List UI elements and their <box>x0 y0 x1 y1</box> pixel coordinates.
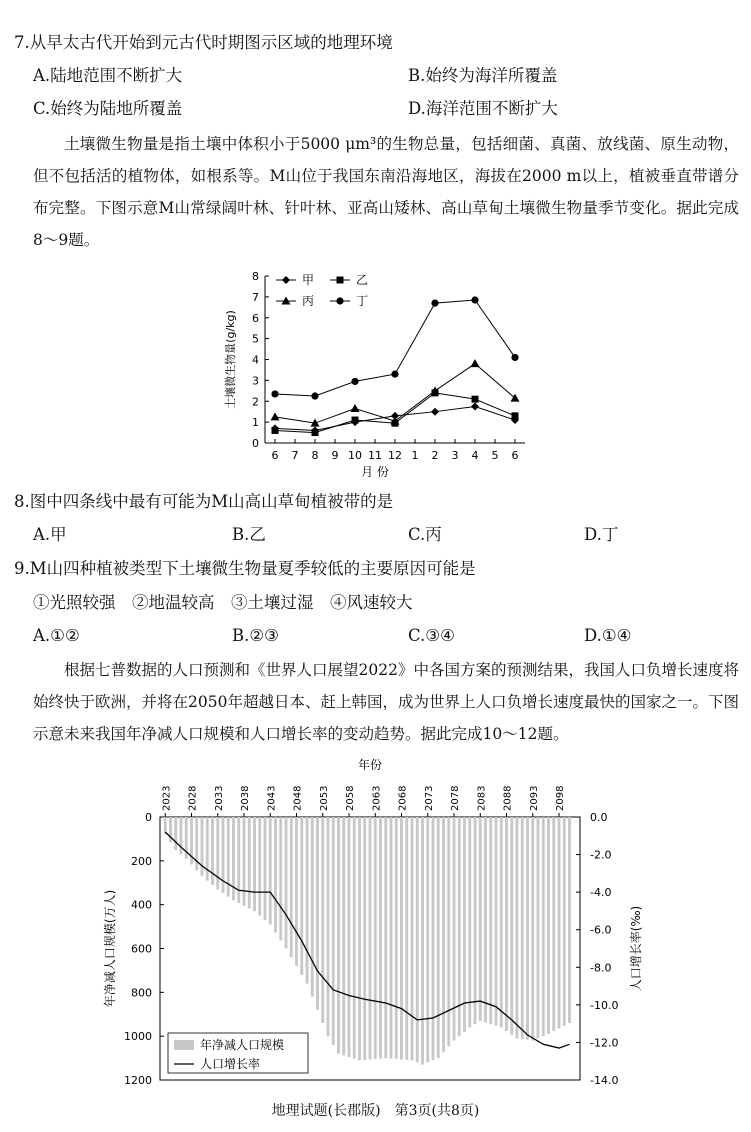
q9-option-d: D.①④ <box>584 626 632 645</box>
bar <box>358 817 361 1060</box>
data-point <box>511 354 518 361</box>
bar <box>500 817 503 1027</box>
bar <box>521 817 524 1039</box>
q9-option-c: C.③④ <box>408 626 455 645</box>
y-right-tick-label: -4.0 <box>590 886 612 900</box>
bar <box>489 817 492 1024</box>
x-tick-label: 2063 <box>371 785 383 811</box>
bar <box>468 817 471 1027</box>
x-tick-label: 11 <box>368 449 382 462</box>
data-point <box>471 296 478 303</box>
bar <box>300 817 303 975</box>
legend-label: 乙 <box>356 273 369 287</box>
bar <box>269 817 272 924</box>
bar <box>363 817 366 1060</box>
x-tick-label: 2048 <box>292 785 304 811</box>
bar <box>342 817 345 1055</box>
x-tick-label: 2083 <box>476 785 488 811</box>
bar <box>432 817 435 1060</box>
x-tick-label: 2073 <box>423 785 435 811</box>
x-tick-label: 6 <box>511 449 519 462</box>
y-left-tick-label: 600 <box>131 942 152 956</box>
bar <box>279 817 282 940</box>
x-tick-label: 2053 <box>318 785 330 811</box>
bar <box>295 817 298 966</box>
data-point <box>351 378 358 385</box>
q8-option-c: C.丙 <box>408 525 442 544</box>
legend-label: 丁 <box>356 294 369 308</box>
y-right-tick-label: -8.0 <box>590 961 612 975</box>
x-tick-label: 3 <box>451 449 459 462</box>
y-tick-label: 1 <box>252 416 259 430</box>
q9-choices: ①光照较强 ②地温较高 ③土壤过湿 ④风速较大 <box>33 593 413 612</box>
bar <box>253 817 256 911</box>
x-tick-label: 2043 <box>266 785 278 811</box>
bar <box>332 817 335 1045</box>
data-point <box>351 404 360 412</box>
q8-option-a: A.甲 <box>33 525 67 544</box>
bar <box>274 817 277 932</box>
x-tick-label: 8 <box>311 449 319 462</box>
bar <box>390 817 393 1059</box>
y-left-tick-label: 1200 <box>124 1074 152 1087</box>
data-point <box>271 390 278 397</box>
question-9-stem: 9.M山四种植被类型下土壤微生物量夏季较低的主要原因可能是 <box>14 559 476 578</box>
legend-bar-label: 年净减人口规模 <box>200 1038 285 1052</box>
y-left-axis-label: 年净减人口规模(万人) <box>103 889 117 1008</box>
y-left-tick-label: 0 <box>145 811 152 824</box>
x-tick-label: 10 <box>348 449 362 462</box>
legend-label: 丙 <box>302 294 315 308</box>
chart-title: 年份 <box>357 758 383 772</box>
q8-option-b: B.乙 <box>232 525 266 544</box>
y-left-tick-label: 1000 <box>124 1030 152 1044</box>
data-point <box>431 300 438 307</box>
legend-bar-swatch <box>174 1040 194 1050</box>
q7-option-c: C.始终为陆地所覆盖 <box>33 99 183 118</box>
bar <box>458 817 461 1036</box>
question-8-stem: 8.图中四条线中最有可能为M山高山草甸植被带的是 <box>14 492 394 511</box>
data-point <box>271 412 280 420</box>
bar <box>426 817 429 1062</box>
bar <box>405 817 408 1060</box>
bar <box>348 817 351 1057</box>
population-chart <box>100 755 660 1090</box>
x-tick-label: 2028 <box>187 785 199 811</box>
legend-marker <box>336 297 343 304</box>
legend <box>276 273 368 308</box>
x-tick-label: 4 <box>471 449 479 462</box>
x-tick-label: 2098 <box>555 785 566 811</box>
y-tick-label: 5 <box>252 332 259 346</box>
bar <box>384 817 387 1058</box>
y-right-tick-label: -6.0 <box>590 923 612 937</box>
bar <box>311 817 314 997</box>
y-right-axis-label: 人口增长率(‰) <box>629 905 643 992</box>
bar <box>258 817 261 916</box>
y-tick-label: 2 <box>252 395 259 409</box>
q9-option-a: A.①② <box>33 626 80 645</box>
q7-option-b: B.始终为海洋所覆盖 <box>408 66 558 85</box>
x-tick-label: 6 <box>271 449 279 462</box>
y-tick-label: 8 <box>252 270 259 283</box>
bar <box>421 817 424 1065</box>
bar <box>505 817 508 1031</box>
question-7-stem: 7.从早太古代开始到元古代时期图示区域的地理环境 <box>14 33 393 52</box>
y-tick-label: 4 <box>252 353 259 367</box>
x-tick-label: 2 <box>431 449 439 462</box>
page-footer: 地理试题(长郡版) 第3页(共8页) <box>271 1103 480 1119</box>
y-left-tick-label: 400 <box>131 898 152 912</box>
q9-option-b: B.②③ <box>232 626 279 645</box>
bar <box>416 817 419 1062</box>
x-tick-label: 7 <box>291 449 299 462</box>
y-axis-label: 土壤微生物量(g/kg) <box>224 310 237 409</box>
bar <box>516 817 519 1038</box>
x-tick-label: 9 <box>331 449 339 462</box>
bar <box>526 817 529 1040</box>
data-point <box>471 359 480 367</box>
data-point <box>512 412 519 419</box>
bar <box>437 817 440 1058</box>
bar <box>369 817 372 1059</box>
bar <box>442 817 445 1052</box>
legend-label: 甲 <box>302 273 315 287</box>
y-right-tick-label: -2.0 <box>590 848 612 862</box>
x-tick-label: 2058 <box>345 785 356 811</box>
y-tick-label: 6 <box>252 311 259 325</box>
x-axis-label: 月 份 <box>361 465 389 478</box>
bar <box>327 817 330 1036</box>
bar <box>474 817 477 1024</box>
bar <box>379 817 382 1059</box>
bar <box>463 817 466 1032</box>
series-丁 <box>271 296 518 399</box>
bar <box>337 817 340 1054</box>
y-right-tick-label: 0.0 <box>590 811 608 824</box>
y-tick-label: 0 <box>252 437 259 450</box>
x-tick-label: 5 <box>491 449 499 462</box>
x-tick-label: 2068 <box>397 785 409 811</box>
soil-microbe-chart <box>220 268 540 478</box>
x-tick-label: 1 <box>411 449 419 462</box>
bar <box>395 817 398 1059</box>
bar <box>290 817 293 957</box>
y-right-tick-label: -12.0 <box>590 1036 619 1050</box>
y-tick-label: 3 <box>252 374 259 388</box>
bar <box>174 817 177 850</box>
x-tick-label: 2078 <box>450 785 461 811</box>
legend <box>168 1033 308 1073</box>
x-tick-label: 2033 <box>213 785 225 811</box>
bar <box>568 817 571 1023</box>
bar <box>547 817 550 1034</box>
data-point <box>352 417 359 424</box>
bar <box>531 817 534 1041</box>
bar <box>400 817 403 1059</box>
bar <box>243 817 246 906</box>
x-tick-label: 2088 <box>502 785 514 811</box>
y-right-tick-label: -14.0 <box>590 1074 619 1087</box>
data-point <box>272 427 279 434</box>
bar <box>447 817 450 1046</box>
q8-option-d: D.丁 <box>584 525 619 544</box>
bar <box>164 817 167 835</box>
legend-marker <box>337 277 344 284</box>
q7-option-d: D.海洋范围不断扩大 <box>408 99 558 118</box>
bar <box>321 817 324 1023</box>
data-point <box>312 429 319 436</box>
bar <box>374 817 377 1059</box>
passage-soil-microbes: 土壤微生物量是指土壤中体积小于5000 μm³的生物总量，包括细菌、真菌、放线菌、原生动物，但不包括活的植物体，如根系等。M山位于我国东南沿海地区，海拔在2000 m以上，植被垂直带谱分布完整。下图示意M山常绿阔叶林、针叶林、亚高山矮林、高山草甸土壤微生物量季节变化。据此完成8～9题。 <box>33 135 739 249</box>
bar <box>510 817 513 1035</box>
x-tick-label: 2023 <box>161 785 173 811</box>
bar <box>542 817 545 1036</box>
legend-marker <box>282 276 290 284</box>
bar <box>411 817 414 1060</box>
bar <box>537 817 540 1038</box>
x-tick-label: 2093 <box>528 785 540 811</box>
series-line <box>275 300 515 396</box>
data-point <box>472 396 479 403</box>
growth-rate-line <box>165 832 569 1048</box>
data-point <box>431 408 439 416</box>
x-tick-label: 12 <box>388 449 402 462</box>
bar <box>264 817 267 920</box>
bar <box>285 817 288 949</box>
bar <box>248 817 251 909</box>
q7-option-a: A.陆地范围不断扩大 <box>33 66 183 85</box>
y-left-tick-label: 200 <box>131 854 152 868</box>
x-tick-label: 2038 <box>240 785 251 811</box>
data-point <box>391 371 398 378</box>
data-point <box>471 402 479 410</box>
passage-population: 根据七普数据的人口预测和《世界人口展望2022》中各国方案的预测结果，我国人口负增长速度将始终快于欧洲，并将在2050年超越日本、赶上韩国，成为世界上人口负增长速度最快的国家之一。下图示意未来我国年净减人口规模和人口增长率的变动趋势。据此完成10～12题。 <box>33 661 739 743</box>
bar <box>353 817 356 1059</box>
bar <box>316 817 319 1010</box>
bar-series <box>164 817 571 1065</box>
bar <box>484 817 487 1022</box>
y-tick-label: 7 <box>252 290 259 304</box>
data-point <box>311 392 318 399</box>
bar <box>563 817 566 1026</box>
bar <box>552 817 555 1031</box>
bar <box>495 817 498 1026</box>
bar <box>479 817 482 1021</box>
bar <box>306 817 309 984</box>
y-left-tick-label: 800 <box>131 986 152 1000</box>
legend-line-label: 人口增长率 <box>200 1057 261 1071</box>
bar <box>558 817 561 1028</box>
y-right-tick-label: -10.0 <box>590 998 619 1012</box>
